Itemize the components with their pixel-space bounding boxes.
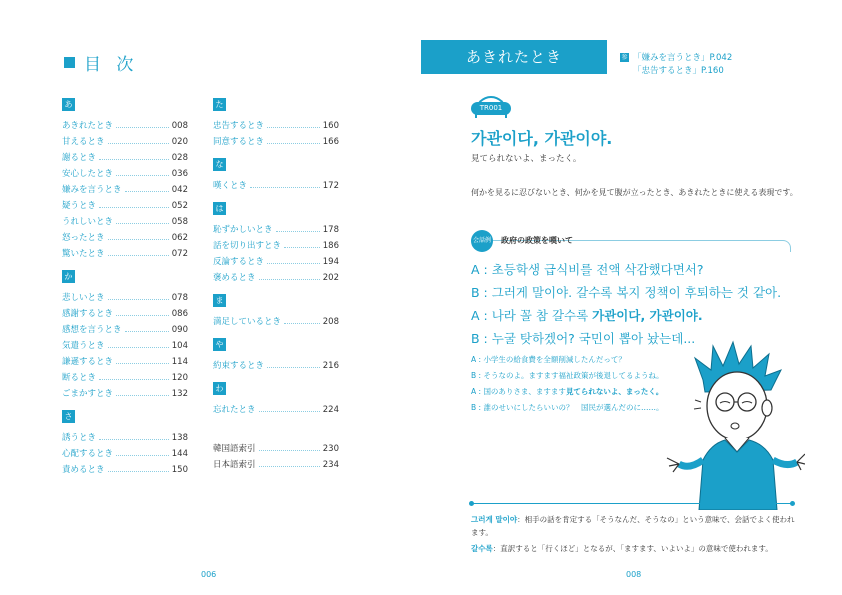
dot-leader [108, 239, 169, 240]
reference-link[interactable]: 「嫌みを言うとき」P.042 [633, 53, 733, 63]
line-text: 나라 꼴 참 갈수록 [491, 308, 593, 323]
toc-entry[interactable] [213, 399, 339, 415]
conversation-topic: 政府の政策を嘆いて [501, 236, 573, 245]
dot-leader [259, 279, 320, 280]
page-number: 006 [201, 570, 217, 579]
speaker: A [471, 308, 480, 323]
dot-leader [116, 315, 169, 316]
toc-entry[interactable] [62, 195, 188, 211]
kana-badge: あ [62, 98, 75, 111]
reference-icon: 参 [621, 54, 628, 61]
dot-leader [125, 331, 169, 332]
entry-label: 嫌みを言うとき [62, 185, 122, 195]
toc-entry[interactable] [62, 383, 188, 399]
toc-entry[interactable] [62, 131, 188, 147]
toc-entry[interactable] [62, 179, 188, 195]
line-text: 누굴 탓하겠어? 국민이 뽑아 놨는데... [491, 331, 696, 346]
dot-leader [99, 439, 169, 440]
entry-label: 謙遜するとき [62, 357, 114, 367]
kana-badge: わ [213, 382, 226, 395]
speaker-separator: : [476, 371, 484, 380]
entry-page: 114 [171, 357, 188, 367]
dot-leader [267, 127, 320, 128]
toc-title: 目 次 [84, 55, 139, 75]
dialogue-line [471, 258, 781, 281]
toc-section [213, 158, 339, 191]
reference-link[interactable]: 「忠告するとき」P.160 [633, 66, 724, 76]
entry-page: 052 [171, 201, 188, 211]
entry-page: 202 [322, 273, 339, 283]
entry-page: 138 [171, 433, 188, 443]
entry-page: 062 [171, 233, 188, 243]
line-text: 小学生の給食費を全額削減したんだって？ [483, 355, 626, 364]
audio-track-badge[interactable] [471, 96, 511, 116]
vocab-term: 갈수록 [471, 544, 493, 553]
speaker: B [471, 371, 477, 380]
vocab-note [471, 542, 801, 555]
page-number: 008 [626, 570, 642, 579]
dot-leader [116, 363, 169, 364]
entry-page: 078 [171, 293, 188, 303]
kana-badge: や [213, 338, 226, 351]
entry-label: ごまかすとき [62, 389, 114, 399]
entry-page: 230 [322, 444, 339, 454]
entry-label: 話を切り出すとき [213, 241, 282, 251]
toc-entry[interactable] [62, 115, 188, 131]
entry-label: 感謝するとき [62, 309, 114, 319]
spacer [213, 426, 339, 438]
entry-label: うれしいとき [62, 217, 114, 227]
toc-entry[interactable] [62, 427, 188, 443]
toc-entry[interactable] [62, 287, 188, 303]
entry-page: 132 [171, 389, 188, 399]
entry-label: 悲しいとき [62, 293, 105, 303]
dot-leader [267, 367, 320, 368]
vocab-note [471, 513, 801, 539]
kana-badge: さ [62, 410, 75, 423]
section-title: あきれたとき [421, 40, 607, 74]
entry-page: 058 [171, 217, 188, 227]
toc-entry[interactable] [213, 131, 339, 147]
entry-page: 042 [171, 185, 188, 195]
toc-entry[interactable] [62, 459, 188, 475]
toc-section [62, 270, 188, 399]
kana-badge: か [62, 270, 75, 283]
speaker-separator: : [479, 331, 492, 346]
toc-entry[interactable] [213, 355, 339, 371]
speaker: B [471, 331, 480, 346]
dot-leader [276, 231, 320, 232]
entry-label: 褒めるとき [213, 273, 256, 283]
kana-badge: は [213, 202, 226, 215]
toc-entry[interactable] [62, 319, 188, 335]
dot-leader [259, 411, 320, 412]
line-text: 誰のせいにしたらいいの？ 国民が選んだのに……。 [483, 403, 664, 412]
dialogue-line [471, 281, 781, 304]
dot-leader [99, 159, 169, 160]
kana-badge: な [213, 158, 226, 171]
highlighted-phrase: 見てられないよ、まったく。 [565, 387, 664, 396]
speaker-separator: : [476, 355, 484, 364]
square-icon [64, 57, 75, 68]
korean-dialogue [471, 258, 781, 350]
index-entry[interactable] [213, 454, 339, 470]
toc-entry[interactable] [62, 227, 188, 243]
dialogue-line [471, 400, 663, 416]
speaker-separator: : [479, 308, 492, 323]
dot-leader [116, 395, 169, 396]
entry-label: 責めるとき [62, 465, 105, 475]
entry-label: 日本語索引 [213, 460, 256, 470]
dot-leader [284, 323, 320, 324]
dot-leader [125, 191, 169, 192]
toc-entry[interactable] [213, 235, 339, 251]
dialogue-line [471, 304, 781, 327]
entry-page: 120 [171, 373, 188, 383]
entry-page: 186 [322, 241, 339, 251]
entry-label: 怒ったとき [62, 233, 105, 243]
toc-entry[interactable] [213, 115, 339, 131]
dot-leader [108, 471, 169, 472]
speaker: A [471, 355, 477, 364]
toc-entry[interactable] [62, 303, 188, 319]
entry-page: 234 [322, 460, 339, 470]
entry-label: 心配するとき [62, 449, 114, 459]
highlighted-phrase: 가관이다, 가관이야. [592, 308, 703, 323]
track-number: TR001 [471, 102, 511, 115]
toc-header [64, 50, 138, 75]
speaker-separator: : [476, 387, 484, 396]
toc-section [213, 382, 339, 415]
entry-label: 驚いたとき [62, 249, 105, 259]
dialogue-line [471, 368, 663, 384]
exasperated-man-illustration [665, 340, 805, 510]
speaker-separator: : [479, 262, 492, 277]
toc-section [213, 294, 339, 327]
entry-page: 160 [322, 121, 339, 131]
dialogue-translation [471, 352, 663, 416]
vocab-explanation: ：相手の話を肯定する「そうなんだ、そうなの」という意味で、会話でよく使われます。 [471, 515, 795, 537]
conversation-header [471, 230, 796, 252]
speaker-separator: : [479, 285, 492, 300]
speaker: A [471, 262, 480, 277]
entry-label: 同意するとき [213, 137, 265, 147]
toc-entry[interactable] [213, 219, 339, 235]
cross-references [620, 52, 732, 78]
toc-entry[interactable] [62, 211, 188, 227]
dot-leader [284, 247, 320, 248]
kana-badge: ま [213, 294, 226, 307]
speaker-separator: : [476, 403, 484, 412]
toc-column-2 [213, 98, 339, 470]
entry-page: 104 [171, 341, 188, 351]
entry-label: 甘えるとき [62, 137, 105, 147]
divider-dot [790, 501, 795, 506]
line-text: 国のありさま、ますます [483, 387, 566, 396]
entry-label: 満足しているとき [213, 317, 282, 327]
dot-leader [250, 187, 320, 188]
entry-page: 072 [171, 249, 188, 259]
toc-section [62, 98, 188, 259]
entry-page: 172 [322, 181, 339, 191]
notes-divider [471, 503, 793, 504]
toc-entry[interactable] [62, 351, 188, 367]
vocabulary-notes [471, 513, 801, 555]
toc-entry[interactable] [213, 311, 339, 327]
entry-label: 感想を言うとき [62, 325, 122, 335]
dot-leader [99, 379, 169, 380]
entry-label: 嘆くとき [213, 181, 248, 191]
entry-page: 020 [171, 137, 188, 147]
entry-page: 008 [171, 121, 188, 131]
line-text: そうなのよ。ますます福祉政策が後退してるようね。 [483, 371, 664, 380]
speaker: B [471, 403, 477, 412]
toc-entry[interactable] [213, 251, 339, 267]
dot-leader [116, 175, 169, 176]
dot-leader [99, 207, 169, 208]
dot-leader [116, 127, 169, 128]
dot-leader [108, 255, 169, 256]
toc-entry[interactable] [213, 175, 339, 191]
right-page [421, 0, 842, 595]
toc-section [213, 98, 339, 147]
toc-entry[interactable] [62, 335, 188, 351]
dialogue-line [471, 384, 663, 400]
entry-label: 断るとき [62, 373, 97, 383]
toc-entry[interactable] [62, 147, 188, 163]
entry-label: あきれたとき [62, 121, 114, 131]
entry-label: 恥ずかしいとき [213, 225, 273, 235]
dot-leader [108, 347, 169, 348]
vocab-term: 그러게 말이야 [471, 515, 518, 524]
toc-entry[interactable] [62, 443, 188, 459]
entry-page: 224 [322, 405, 339, 415]
entry-page: 150 [171, 465, 188, 475]
line-text: 초등학생 급식비를 전액 삭감했다면서? [491, 262, 704, 277]
dot-leader [108, 143, 169, 144]
entry-label: 謝るとき [62, 153, 97, 163]
entry-page: 178 [322, 225, 339, 235]
dialogue-line [471, 352, 663, 368]
dot-leader [116, 455, 169, 456]
entry-label: 疑うとき [62, 201, 97, 211]
entry-page: 090 [171, 325, 188, 335]
entry-page: 028 [171, 153, 188, 163]
toc-section [213, 338, 339, 371]
dot-leader [259, 466, 320, 467]
dot-leader [108, 299, 169, 300]
speaker: A [471, 387, 477, 396]
japanese-translation: 見てられないよ、まったく。 [471, 154, 582, 164]
toc-entry[interactable] [213, 267, 339, 283]
entry-label: 安心したとき [62, 169, 114, 179]
divider-dot [469, 501, 474, 506]
entry-label: 反論するとき [213, 257, 265, 267]
toc-section [62, 410, 188, 475]
dot-leader [267, 143, 320, 144]
usage-description: 何かを見るに忍びないとき、何かを見て腹が立ったとき、あきれたときに使える表現です。 [471, 188, 798, 197]
toc-column-1 [62, 98, 188, 486]
dot-leader [267, 263, 320, 264]
entry-page: 216 [322, 361, 339, 371]
entry-label: 忘れたとき [213, 405, 256, 415]
toc-entry[interactable] [62, 367, 188, 383]
entry-label: 忠告するとき [213, 121, 265, 131]
entry-page: 166 [322, 137, 339, 147]
entry-label: 誘うとき [62, 433, 97, 443]
entry-label: 韓国語索引 [213, 444, 256, 454]
korean-phrase: 가관이다, 가관이야. [471, 129, 613, 148]
entry-page: 036 [171, 169, 188, 179]
conversation-badge: 会話例 [471, 230, 493, 252]
entry-label: 約束するとき [213, 361, 265, 371]
entry-label: 気遣うとき [62, 341, 105, 351]
vocab-explanation: ：直訳すると「行くほど」となるが、「ますます、いよいよ」の意味で使われます。 [492, 544, 773, 553]
speaker: B [471, 285, 480, 300]
toc-section [213, 202, 339, 283]
dot-leader [116, 223, 169, 224]
kana-badge: た [213, 98, 226, 111]
entry-page: 144 [171, 449, 188, 459]
line-text: 그러게 말이야. 갈수록 복지 정책이 후퇴하는 것 같아. [491, 285, 782, 300]
toc-entry[interactable] [62, 163, 188, 179]
toc-entry[interactable] [62, 243, 188, 259]
entry-page: 194 [322, 257, 339, 267]
dot-leader [259, 450, 320, 451]
entry-page: 208 [322, 317, 339, 327]
entry-page: 086 [171, 309, 188, 319]
index-entry[interactable] [213, 438, 339, 454]
